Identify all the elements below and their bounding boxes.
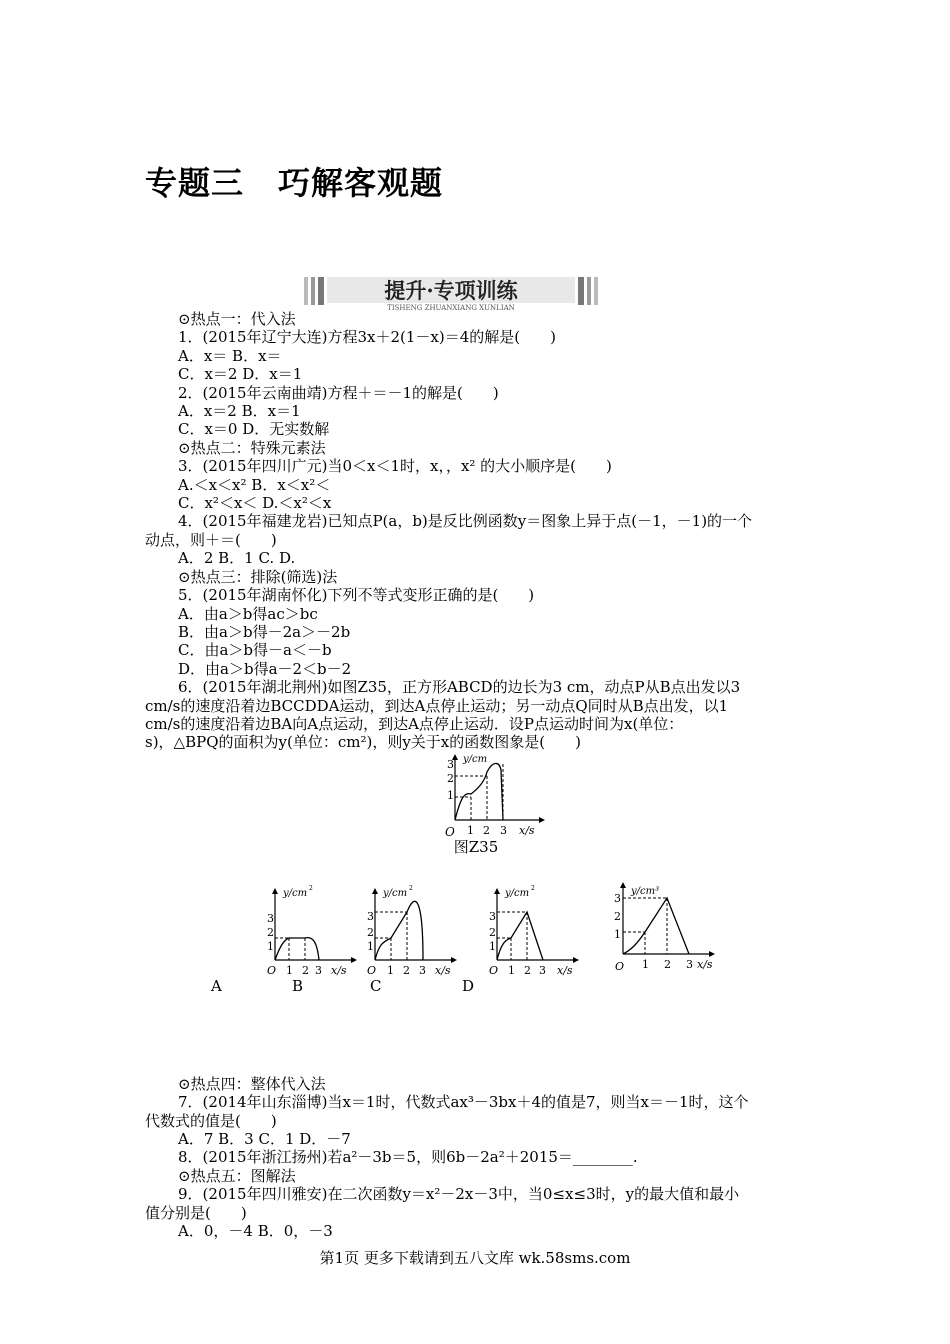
graph-option-d — [614, 882, 715, 973]
q1-stem — [145, 328, 807, 346]
svg-text:2: 2 — [409, 884, 413, 892]
q1-source: 1．(2015年辽宁大连) — [178, 328, 328, 347]
graph-option-c — [489, 885, 579, 977]
q7-stem-cont: 代数式的值是( ) — [145, 1111, 277, 1130]
q4-stem — [145, 512, 807, 530]
q4-text: 已知点P(a，b)是反比例函数y＝图象上异于点(－1，－1)的一个 — [327, 512, 753, 531]
q6-text3: cm/s的速度沿着边BA向A点运动，到达A点停止运动．设P点运动时间为x(单位： — [145, 714, 684, 733]
svg-text:2: 2 — [664, 957, 671, 971]
svg-text:2: 2 — [531, 884, 535, 892]
q5-option-b: B．由a＞b得－2a＞－2b — [178, 622, 351, 641]
q5-stem — [145, 586, 807, 604]
fig-x-tick-3: 3 — [500, 823, 507, 837]
title-part2: 巧解客观题 — [278, 164, 444, 202]
graph-option-b — [367, 885, 457, 977]
svg-text:2: 2 — [489, 925, 496, 939]
svg-text:1: 1 — [489, 939, 496, 953]
svg-text:x/s: x/s — [697, 957, 713, 971]
q6-text4: s)，△BPQ的面积为y(单位：cm²)，则y关于x的函数图象是( ) — [145, 733, 581, 752]
svg-text:2: 2 — [403, 963, 410, 977]
hot-point-4: ⊙热点四：整体代入法 — [178, 1074, 326, 1093]
q5-option-a: A．由a＞b得ac＞bc — [178, 604, 318, 623]
q6-source: 6．(2015年湖北荆州) — [178, 678, 328, 697]
fig-origin: O — [445, 824, 455, 838]
svg-text:x/s: x/s — [435, 963, 451, 977]
q1-text: 方程3x＋2(1－x)＝4的解是( ) — [327, 328, 556, 347]
fig-y-tick-1: 1 — [447, 788, 454, 802]
q3-options-cd: C．x²＜x＜ D.＜x²＜x — [178, 494, 332, 513]
q3-source: 3．(2015年四川广元) — [178, 457, 328, 476]
q8-source: 8．(2015年浙江扬州) — [178, 1148, 328, 1167]
q5-option-c: C．由a＞b得－a＜－b — [178, 641, 332, 660]
fig-y-tick-3: 3 — [447, 757, 454, 771]
svg-text:y/cm: y/cm — [505, 887, 530, 899]
hot-point-1: ⊙热点一：代入法 — [178, 310, 296, 328]
q8-stem — [145, 1148, 807, 1166]
svg-text:1: 1 — [614, 927, 621, 941]
q3-text: 当0＜x＜1时，x，，x² 的大小顺序是( ) — [327, 457, 612, 476]
q5-text: 下列不等式变形正确的是( ) — [327, 586, 535, 605]
q4-source: 4．(2015年福建龙岩) — [178, 512, 328, 531]
q7-text: 当x＝1时，代数式ax³－3bx＋4的值是7，则当x＝－1时，这个 — [327, 1093, 749, 1112]
svg-text:1: 1 — [387, 963, 394, 977]
fig-y-tick-2: 2 — [447, 771, 454, 785]
graph-option-a — [267, 885, 357, 977]
svg-text:O: O — [267, 963, 277, 977]
svg-text:1: 1 — [642, 957, 649, 971]
q2-source: 2．(2015年云南曲靖) — [178, 383, 328, 402]
graph-d-ylabel: y/cm³ — [631, 885, 660, 897]
svg-text:2: 2 — [524, 963, 531, 977]
title-part1: 专题三 — [145, 164, 245, 202]
q2-stem — [145, 384, 807, 402]
q2-options-cd: C．x＝0 D．无实数解 — [178, 420, 330, 439]
q6-text1: 如图Z35，正方形ABCD的边长为3 cm，动点P从B点出发以3 — [327, 678, 741, 697]
svg-text:1: 1 — [286, 963, 293, 977]
svg-text:x/s: x/s — [557, 963, 573, 977]
hot-point-5: ⊙热点五：图解法 — [178, 1166, 296, 1185]
svg-text:2: 2 — [367, 925, 374, 939]
q1-options-ab: A．x＝ B．x＝ — [178, 346, 282, 365]
page-footer: 第1页 更多下载请到五八文库 wk.58sms.com — [319, 1249, 631, 1267]
svg-text:1: 1 — [367, 939, 374, 953]
svg-text:y/cm: y/cm — [283, 887, 308, 899]
svg-text:x/s: x/s — [331, 963, 347, 977]
svg-text:1: 1 — [508, 963, 515, 977]
svg-text:O: O — [489, 963, 499, 977]
q6-label-c: C — [370, 976, 382, 995]
q6-label-b: B — [292, 976, 304, 995]
q6-label-d: D — [462, 976, 475, 995]
svg-text:3: 3 — [315, 963, 322, 977]
q9-options: A．0，－4 B．0，－3 — [178, 1222, 333, 1240]
hot-point-2: ⊙热点二：特殊元素法 — [178, 438, 326, 457]
q3-options-ab: A.＜x＜x² B．x＜x²＜ — [178, 475, 331, 494]
svg-text:O: O — [367, 963, 377, 977]
q6-label-a: A — [211, 976, 222, 995]
q8-text: 若a²－3b＝5，则6b－2a²＋2015＝________. — [327, 1148, 638, 1167]
q6-stem — [145, 678, 807, 696]
svg-text:3: 3 — [539, 963, 546, 977]
q4-options: A．2 B．1 C. D. — [178, 549, 296, 568]
svg-text:3: 3 — [267, 911, 274, 925]
question-list — [145, 310, 807, 1240]
q4-stem-cont: 动点，则＋＝( ) — [145, 530, 277, 549]
q9-stem — [145, 1185, 807, 1203]
banner-main: 提升·专项训练 — [384, 278, 518, 303]
svg-text:3: 3 — [686, 957, 693, 971]
svg-text:3: 3 — [367, 909, 374, 923]
figure-z35-graph — [145, 752, 807, 838]
q1-options-cd: C．x＝2 D．x＝1 — [178, 365, 303, 384]
fig-y-label: y/cm — [463, 753, 488, 765]
page-title — [145, 158, 443, 204]
figure-z35 — [145, 752, 807, 838]
q6-text2: cm/s的速度沿着边BCCDDA运动，到达A点停止运动；另一动点Q同时从B点出发，以1 — [145, 696, 729, 715]
banner-sub: TISHENG ZHUANXIANG XUNLIAN — [387, 304, 515, 312]
q9-stem-cont: 值分别是( ) — [145, 1203, 247, 1222]
svg-text:2: 2 — [309, 884, 313, 892]
q2-options-ab: A．x＝2 B．x＝1 — [178, 402, 301, 421]
q6-option-graphs — [145, 882, 807, 977]
q7-options: A．7 B．3 C．1 D．－7 — [178, 1129, 351, 1148]
svg-text:2: 2 — [302, 963, 309, 977]
q9-source: 9．(2015年四川雅安) — [178, 1185, 328, 1204]
svg-text:y/cm: y/cm — [383, 887, 408, 899]
figure-caption: 图Z35 — [453, 837, 499, 856]
q2-text: 方程＋＝－1的解是( ) — [327, 383, 499, 402]
svg-text:2: 2 — [614, 909, 621, 923]
svg-text:3: 3 — [614, 891, 621, 905]
q7-stem — [145, 1093, 807, 1111]
q6-option-graphs-svg — [145, 882, 807, 977]
svg-text:3: 3 — [489, 909, 496, 923]
q9-text: 在二次函数y＝x²－2x－3中，当0≤x≤3时，y的最大值和最小 — [327, 1185, 740, 1204]
fig-x-tick-1: 1 — [467, 823, 474, 837]
fig-x-tick-2: 2 — [483, 823, 490, 837]
q3-stem — [145, 457, 807, 475]
svg-text:3: 3 — [419, 963, 426, 977]
q6-option-labels — [145, 977, 807, 999]
fig-x-label: x/s — [519, 823, 535, 837]
svg-text:1: 1 — [267, 939, 274, 953]
section-banner — [300, 273, 602, 313]
hot-point-3: ⊙热点三：排除(筛选)法 — [178, 567, 338, 586]
q5-source: 5．(2015年湖南怀化) — [178, 586, 328, 605]
q5-option-d: D．由a＞b得a－2＜b－2 — [178, 659, 352, 678]
svg-text:O: O — [615, 959, 625, 973]
svg-text:2: 2 — [267, 925, 274, 939]
q7-source: 7．(2014年山东淄博) — [178, 1093, 328, 1112]
